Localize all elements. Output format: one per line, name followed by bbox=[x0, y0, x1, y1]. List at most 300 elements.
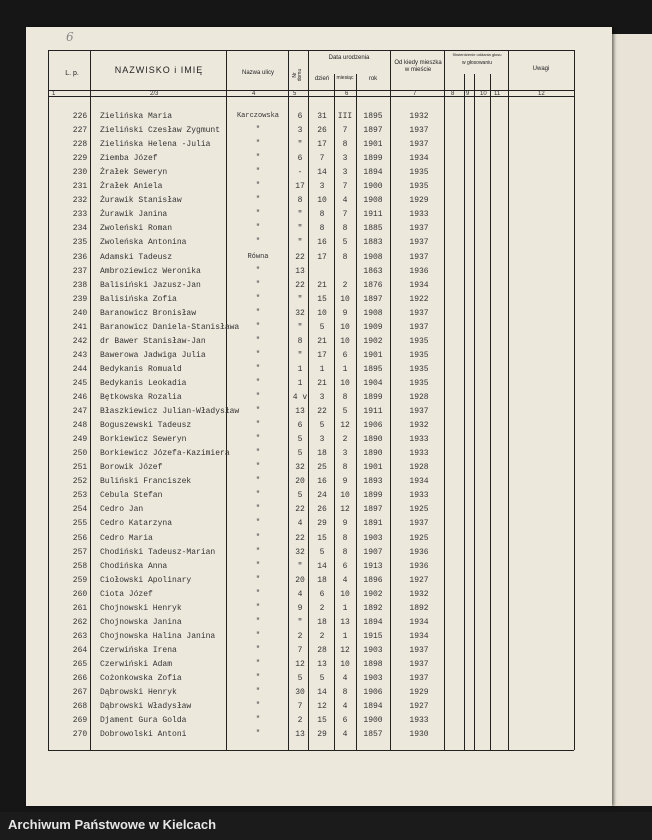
header-name: NAZWISKO i IMIĘ bbox=[114, 65, 204, 75]
row-day: 14 bbox=[317, 561, 327, 571]
row-day: 14 bbox=[317, 688, 327, 698]
row-name: Chodińska Anna bbox=[100, 561, 168, 571]
row-street: " bbox=[255, 477, 261, 486]
row-lp: 244 bbox=[72, 364, 88, 374]
row-day: 12 bbox=[317, 702, 327, 712]
row-month: 10 bbox=[340, 378, 350, 388]
row-lp: 270 bbox=[72, 730, 88, 740]
row-street: " bbox=[255, 364, 261, 373]
row-street: " bbox=[255, 505, 261, 514]
row-street: " bbox=[255, 378, 261, 387]
row-since: 1937 bbox=[409, 659, 429, 669]
column-number: 4 bbox=[252, 91, 256, 97]
row-lp: 260 bbox=[72, 589, 88, 599]
row-house: " bbox=[297, 140, 303, 150]
row-street: " bbox=[255, 617, 261, 626]
header-remarks: Uwagi bbox=[532, 66, 550, 72]
row-house: 8 bbox=[297, 336, 303, 346]
row-day: 8 bbox=[319, 224, 325, 234]
row-house: 7 bbox=[297, 702, 303, 712]
row-year: 1903 bbox=[363, 645, 383, 655]
row-year: 1907 bbox=[363, 547, 383, 557]
row-since: 1933 bbox=[409, 491, 429, 501]
row-name: Dobrowolski Antoni bbox=[100, 730, 187, 740]
row-name: Cedro Katarzyna bbox=[100, 519, 173, 529]
row-name: Borowik Józef bbox=[100, 463, 163, 473]
row-street: " bbox=[255, 280, 261, 289]
row-house: 13 bbox=[295, 266, 305, 276]
row-year: 1903 bbox=[363, 674, 383, 683]
row-month: 3 bbox=[342, 154, 348, 164]
row-street: " bbox=[255, 266, 261, 275]
row-day: 10 bbox=[317, 308, 327, 318]
row-name: Żrałek Seweryn bbox=[100, 168, 168, 178]
row-house: 22 bbox=[295, 533, 305, 543]
row-year: 1899 bbox=[363, 393, 383, 402]
row-year: 1876 bbox=[363, 280, 383, 290]
row-year: 1908 bbox=[363, 196, 383, 206]
row-street: " bbox=[255, 561, 261, 570]
row-year: 1904 bbox=[363, 378, 383, 388]
row-name: Żurawik Janina bbox=[100, 210, 168, 220]
row-street: " bbox=[255, 645, 261, 654]
row-year: 1898 bbox=[363, 659, 383, 669]
row-house: 20 bbox=[295, 575, 305, 585]
row-since: 1937 bbox=[409, 322, 429, 332]
row-month: 4 bbox=[342, 702, 348, 712]
row-lp: 266 bbox=[72, 674, 88, 683]
row-house: 5 bbox=[297, 449, 303, 459]
row-day: 22 bbox=[317, 407, 327, 417]
row-street: " bbox=[255, 589, 261, 598]
row-year: 1902 bbox=[363, 336, 383, 346]
row-house: " bbox=[297, 561, 303, 571]
row-house: 13 bbox=[295, 407, 305, 417]
row-day: 24 bbox=[317, 491, 327, 501]
row-month: 10 bbox=[340, 589, 350, 599]
row-day: 13 bbox=[317, 659, 327, 669]
row-lp: 246 bbox=[72, 393, 88, 402]
row-lp: 256 bbox=[72, 533, 88, 543]
row-street: " bbox=[255, 421, 261, 430]
row-since: 1937 bbox=[409, 140, 429, 150]
column-number: 1 bbox=[52, 91, 56, 97]
row-lp: 262 bbox=[72, 617, 88, 627]
row-year: 1902 bbox=[363, 589, 383, 599]
row-name: Chojnowska Halina Janina bbox=[100, 631, 216, 641]
row-lp: 234 bbox=[72, 224, 88, 234]
row-year: 1899 bbox=[363, 154, 383, 164]
row-year: 1908 bbox=[363, 308, 383, 318]
row-month: III bbox=[337, 112, 353, 121]
row-lp: 230 bbox=[72, 168, 88, 178]
row-name: Zieliński Czesław Zygmunt bbox=[100, 126, 221, 136]
header-since: Od kiedy mieszka w mieście bbox=[394, 60, 442, 74]
row-since: 1934 bbox=[409, 617, 429, 627]
row-house: 7 bbox=[297, 645, 303, 655]
row-name: Baranowicz Bronisław bbox=[100, 308, 197, 318]
row-since: 1933 bbox=[409, 716, 429, 726]
row-since: 1937 bbox=[409, 238, 429, 248]
row-since: 1935 bbox=[409, 182, 429, 192]
row-lp: 242 bbox=[72, 336, 88, 346]
row-month: 13 bbox=[340, 617, 350, 627]
row-day: 17 bbox=[317, 350, 327, 360]
row-house: 3 bbox=[297, 126, 303, 136]
row-day: 8 bbox=[319, 210, 325, 220]
row-day: 7 bbox=[319, 154, 325, 164]
row-month: 5 bbox=[342, 238, 348, 248]
row-lp: 267 bbox=[72, 688, 88, 698]
row-since: 1937 bbox=[409, 126, 429, 136]
row-street: " bbox=[255, 224, 261, 233]
row-street: " bbox=[255, 688, 261, 697]
row-day: 28 bbox=[317, 645, 327, 655]
row-day: 14 bbox=[317, 168, 327, 178]
row-name: Czerwińska Irena bbox=[100, 645, 177, 655]
row-day: 5 bbox=[319, 674, 325, 683]
row-year: 1913 bbox=[363, 561, 383, 571]
row-month: 10 bbox=[340, 294, 350, 304]
row-year: 1885 bbox=[363, 224, 383, 234]
row-house: " bbox=[297, 350, 303, 360]
row-year: 1894 bbox=[363, 702, 383, 712]
row-street: " bbox=[255, 631, 261, 640]
row-lp: 257 bbox=[72, 547, 88, 557]
row-name: Ciota Józef bbox=[100, 589, 153, 599]
header-lp: L. p. bbox=[65, 70, 79, 77]
row-month: 6 bbox=[342, 350, 348, 360]
table-horizontal-rule bbox=[48, 50, 574, 51]
row-lp: 265 bbox=[72, 659, 88, 669]
row-lp: 229 bbox=[72, 154, 88, 164]
column-number: 6 bbox=[345, 91, 349, 97]
row-since: 1937 bbox=[409, 519, 429, 529]
row-since: 1928 bbox=[409, 393, 429, 402]
row-month: 12 bbox=[340, 421, 350, 431]
row-since: 1935 bbox=[409, 378, 429, 388]
row-since: 1936 bbox=[409, 266, 429, 276]
row-house: 17 bbox=[295, 182, 305, 192]
row-year: 1893 bbox=[363, 477, 383, 487]
row-year: 1890 bbox=[363, 449, 383, 459]
row-month: 7 bbox=[342, 182, 348, 192]
row-name: Zielińska Helena -Julia bbox=[100, 140, 211, 150]
row-house: 4 v bbox=[292, 393, 308, 402]
row-house: " bbox=[297, 224, 303, 234]
row-name: Cebula Stefan bbox=[100, 491, 163, 501]
row-street: " bbox=[255, 336, 261, 345]
row-since: 1929 bbox=[409, 196, 429, 206]
row-year: 1901 bbox=[363, 350, 383, 360]
row-since: 1935 bbox=[409, 350, 429, 360]
row-street: " bbox=[255, 308, 261, 317]
header-vote-sub: w głosowaniu bbox=[461, 60, 493, 66]
row-since: 1935 bbox=[409, 364, 429, 374]
row-house: 9 bbox=[297, 603, 303, 613]
row-name: Dąbrowski Władysław bbox=[100, 702, 192, 712]
row-since: 1925 bbox=[409, 533, 429, 543]
row-since: 1932 bbox=[409, 112, 429, 121]
row-name: Zielińska Maria bbox=[100, 112, 173, 121]
row-house: 22 bbox=[295, 280, 305, 290]
row-street: " bbox=[255, 575, 261, 584]
row-year: 1892 bbox=[363, 603, 383, 613]
row-name: Cedro Maria bbox=[100, 533, 153, 543]
row-year: 1883 bbox=[363, 238, 383, 248]
row-year: 1895 bbox=[363, 364, 383, 374]
row-house: " bbox=[297, 238, 303, 248]
row-day: 21 bbox=[317, 378, 327, 388]
row-house: 1 bbox=[297, 378, 303, 388]
row-street: " bbox=[255, 168, 261, 177]
row-month: 4 bbox=[342, 730, 348, 740]
row-lp: 235 bbox=[72, 238, 88, 248]
row-name: Chojnowska Janina bbox=[100, 617, 182, 627]
row-street: " bbox=[255, 140, 261, 149]
row-since: 1936 bbox=[409, 561, 429, 571]
header-month: miesiąc bbox=[336, 75, 354, 81]
row-year: 1911 bbox=[363, 407, 383, 417]
row-day: 18 bbox=[317, 617, 327, 627]
row-year: 1897 bbox=[363, 294, 383, 304]
row-year: 1899 bbox=[363, 491, 383, 501]
row-month: 3 bbox=[342, 449, 348, 459]
row-street: " bbox=[255, 702, 261, 711]
row-day: 18 bbox=[317, 575, 327, 585]
row-month: 8 bbox=[342, 463, 348, 473]
row-lp: 228 bbox=[72, 140, 88, 150]
row-day: 5 bbox=[319, 547, 325, 557]
row-month: 12 bbox=[340, 645, 350, 655]
row-name: Dąbrowski Henryk bbox=[100, 688, 177, 698]
row-name: Borkiewicz Józefa-Kazimiera bbox=[100, 449, 230, 459]
row-since: 1934 bbox=[409, 280, 429, 290]
row-house: 6 bbox=[297, 421, 303, 431]
row-name: Zwoleńska Antonina bbox=[100, 238, 187, 248]
row-street: " bbox=[255, 716, 261, 725]
row-since: 1922 bbox=[409, 294, 429, 304]
row-lp: 254 bbox=[72, 505, 88, 515]
row-lp: 255 bbox=[72, 519, 88, 529]
row-lp: 259 bbox=[72, 575, 88, 585]
row-month: 1 bbox=[342, 631, 348, 641]
row-month: 2 bbox=[342, 435, 348, 445]
row-since: 1935 bbox=[409, 168, 429, 178]
row-month: 9 bbox=[342, 519, 348, 529]
row-house: 8 bbox=[297, 196, 303, 206]
row-year: 1896 bbox=[363, 575, 383, 585]
row-lp: 251 bbox=[72, 463, 88, 473]
row-house: 22 bbox=[295, 252, 305, 262]
row-since: 1927 bbox=[409, 575, 429, 585]
row-street: " bbox=[255, 393, 261, 401]
row-name: Chojnowski Henryk bbox=[100, 603, 182, 613]
row-house: 22 bbox=[295, 505, 305, 515]
row-since: 1937 bbox=[409, 645, 429, 655]
row-name: Buliński Franciszek bbox=[100, 477, 192, 487]
row-day: 10 bbox=[317, 196, 327, 206]
row-house: " bbox=[297, 210, 303, 220]
row-name: Ziemba Józef bbox=[100, 154, 158, 164]
row-since: 1933 bbox=[409, 210, 429, 220]
row-lp: 226 bbox=[72, 112, 88, 121]
header-vote: Stwierdzenie oddania głosu bbox=[452, 52, 502, 57]
row-day: 25 bbox=[317, 463, 327, 473]
row-day: 26 bbox=[317, 505, 327, 515]
row-month: 10 bbox=[340, 336, 350, 346]
row-name: Balisiński Jazusz-Jan bbox=[100, 280, 201, 290]
row-year: 1897 bbox=[363, 126, 383, 136]
row-day: 16 bbox=[317, 238, 327, 248]
row-since: 1934 bbox=[409, 154, 429, 164]
row-month: 10 bbox=[340, 491, 350, 501]
row-lp: 233 bbox=[72, 210, 88, 220]
row-month: 6 bbox=[342, 716, 348, 726]
column-number: 10 bbox=[480, 91, 487, 97]
row-lp: 240 bbox=[72, 308, 88, 318]
row-day: 5 bbox=[319, 421, 325, 431]
row-month: 8 bbox=[342, 140, 348, 150]
row-lp: 227 bbox=[72, 126, 88, 136]
row-since: 1937 bbox=[409, 308, 429, 318]
row-day: 2 bbox=[319, 631, 325, 641]
row-house: 6 bbox=[297, 112, 303, 121]
row-year: 1897 bbox=[363, 505, 383, 515]
row-street: " bbox=[255, 659, 261, 668]
row-house: 4 bbox=[297, 589, 303, 599]
row-house: - bbox=[297, 168, 303, 178]
row-month: 7 bbox=[342, 210, 348, 220]
row-name: Bedykanis Romuald bbox=[100, 364, 182, 374]
row-lp: 236 bbox=[72, 252, 88, 262]
row-day: 21 bbox=[317, 280, 327, 290]
row-month: 7 bbox=[342, 126, 348, 136]
row-street: " bbox=[255, 210, 261, 219]
row-street: " bbox=[255, 238, 261, 247]
row-day: 3 bbox=[319, 182, 325, 192]
row-street: " bbox=[255, 126, 261, 135]
row-month: 8 bbox=[342, 224, 348, 234]
header-street: Nazwa ulicy bbox=[241, 70, 274, 76]
row-month: 8 bbox=[342, 252, 348, 262]
row-street: " bbox=[255, 519, 261, 528]
row-lp: 247 bbox=[72, 407, 88, 417]
row-day: 17 bbox=[317, 252, 327, 262]
row-house: 30 bbox=[295, 688, 305, 698]
row-street: " bbox=[255, 449, 261, 458]
row-lp: 237 bbox=[72, 266, 88, 276]
row-day: 29 bbox=[317, 730, 327, 740]
row-lp: 264 bbox=[72, 645, 88, 655]
row-street: " bbox=[255, 730, 261, 739]
row-year: 1863 bbox=[363, 266, 383, 276]
row-day: 6 bbox=[319, 589, 325, 599]
row-lp: 231 bbox=[72, 182, 88, 192]
row-year: 1895 bbox=[363, 112, 383, 121]
row-month: 3 bbox=[342, 168, 348, 178]
row-lp: 258 bbox=[72, 561, 88, 571]
row-name: Chodiński Tadeusz-Marian bbox=[100, 547, 216, 557]
header-year: rok bbox=[368, 76, 378, 82]
row-year: 1915 bbox=[363, 631, 383, 641]
row-house: 12 bbox=[295, 659, 305, 669]
row-month: 9 bbox=[342, 308, 348, 318]
column-number: 2/3 bbox=[150, 91, 159, 97]
row-year: 1857 bbox=[363, 730, 383, 740]
row-day: 21 bbox=[317, 336, 327, 346]
row-street: " bbox=[255, 674, 261, 682]
column-number: 12 bbox=[538, 91, 545, 97]
row-name: Bedykanis Leokadia bbox=[100, 378, 187, 388]
row-month: 10 bbox=[340, 322, 350, 332]
row-lp: 238 bbox=[72, 280, 88, 290]
row-since: 1932 bbox=[409, 589, 429, 599]
row-since: 1934 bbox=[409, 631, 429, 641]
row-name: Żrałek Aniela bbox=[100, 182, 163, 192]
row-name: Czerwiński Adam bbox=[100, 659, 173, 669]
row-month: 2 bbox=[342, 280, 348, 290]
row-name: dr Bawer Stanisław-Jan bbox=[100, 336, 206, 346]
row-year: 1903 bbox=[363, 533, 383, 543]
row-month: 1 bbox=[342, 364, 348, 374]
row-since: 1925 bbox=[409, 505, 429, 515]
row-lp: 248 bbox=[72, 421, 88, 431]
row-day: 15 bbox=[317, 294, 327, 304]
row-day: 31 bbox=[317, 112, 327, 121]
row-name: Baranowicz Daniela-Stanisława bbox=[100, 322, 240, 332]
row-house: 32 bbox=[295, 308, 305, 318]
row-street: " bbox=[255, 322, 261, 331]
row-month: 10 bbox=[340, 659, 350, 669]
row-house: 2 bbox=[297, 631, 303, 641]
row-month: 1 bbox=[342, 603, 348, 613]
row-year: 1911 bbox=[363, 210, 383, 220]
row-since: 1936 bbox=[409, 547, 429, 557]
row-month: 5 bbox=[342, 407, 348, 417]
row-since: 1933 bbox=[409, 449, 429, 459]
row-year: 1906 bbox=[363, 421, 383, 431]
row-name: Błaszkiewicz Julian-Władysław bbox=[100, 407, 240, 417]
column-number: 9 bbox=[466, 91, 470, 97]
row-year: 1909 bbox=[363, 322, 383, 332]
row-year: 1894 bbox=[363, 617, 383, 627]
row-since: 1932 bbox=[409, 421, 429, 431]
row-month: 8 bbox=[342, 533, 348, 543]
row-since: 1929 bbox=[409, 688, 429, 698]
row-name: Zwoleński Roman bbox=[100, 224, 173, 234]
row-year: 1890 bbox=[363, 435, 383, 445]
row-day: 5 bbox=[319, 322, 325, 332]
row-month: 4 bbox=[342, 196, 348, 206]
row-lp: 241 bbox=[72, 322, 88, 332]
row-name: Ambroziewicz Weronika bbox=[100, 266, 201, 276]
row-month: 9 bbox=[342, 477, 348, 487]
row-lp: 252 bbox=[72, 477, 88, 487]
header-house: Nr domu bbox=[292, 68, 303, 82]
row-house: 2 bbox=[297, 716, 303, 726]
archive-caption: Archiwum Państwowe w Kielcach bbox=[8, 817, 217, 832]
header-birth-date: Data urodzenia bbox=[328, 55, 370, 61]
column-number: 11 bbox=[494, 91, 501, 97]
pencil-mark: 6 bbox=[66, 30, 74, 44]
row-street: " bbox=[255, 294, 261, 303]
row-name: Żurawik Stanisław bbox=[100, 196, 182, 206]
row-name: Djament Gura Golda bbox=[100, 716, 187, 726]
row-year: 1900 bbox=[363, 716, 383, 726]
row-day: 3 bbox=[319, 393, 325, 402]
row-house: 6 bbox=[297, 154, 303, 164]
